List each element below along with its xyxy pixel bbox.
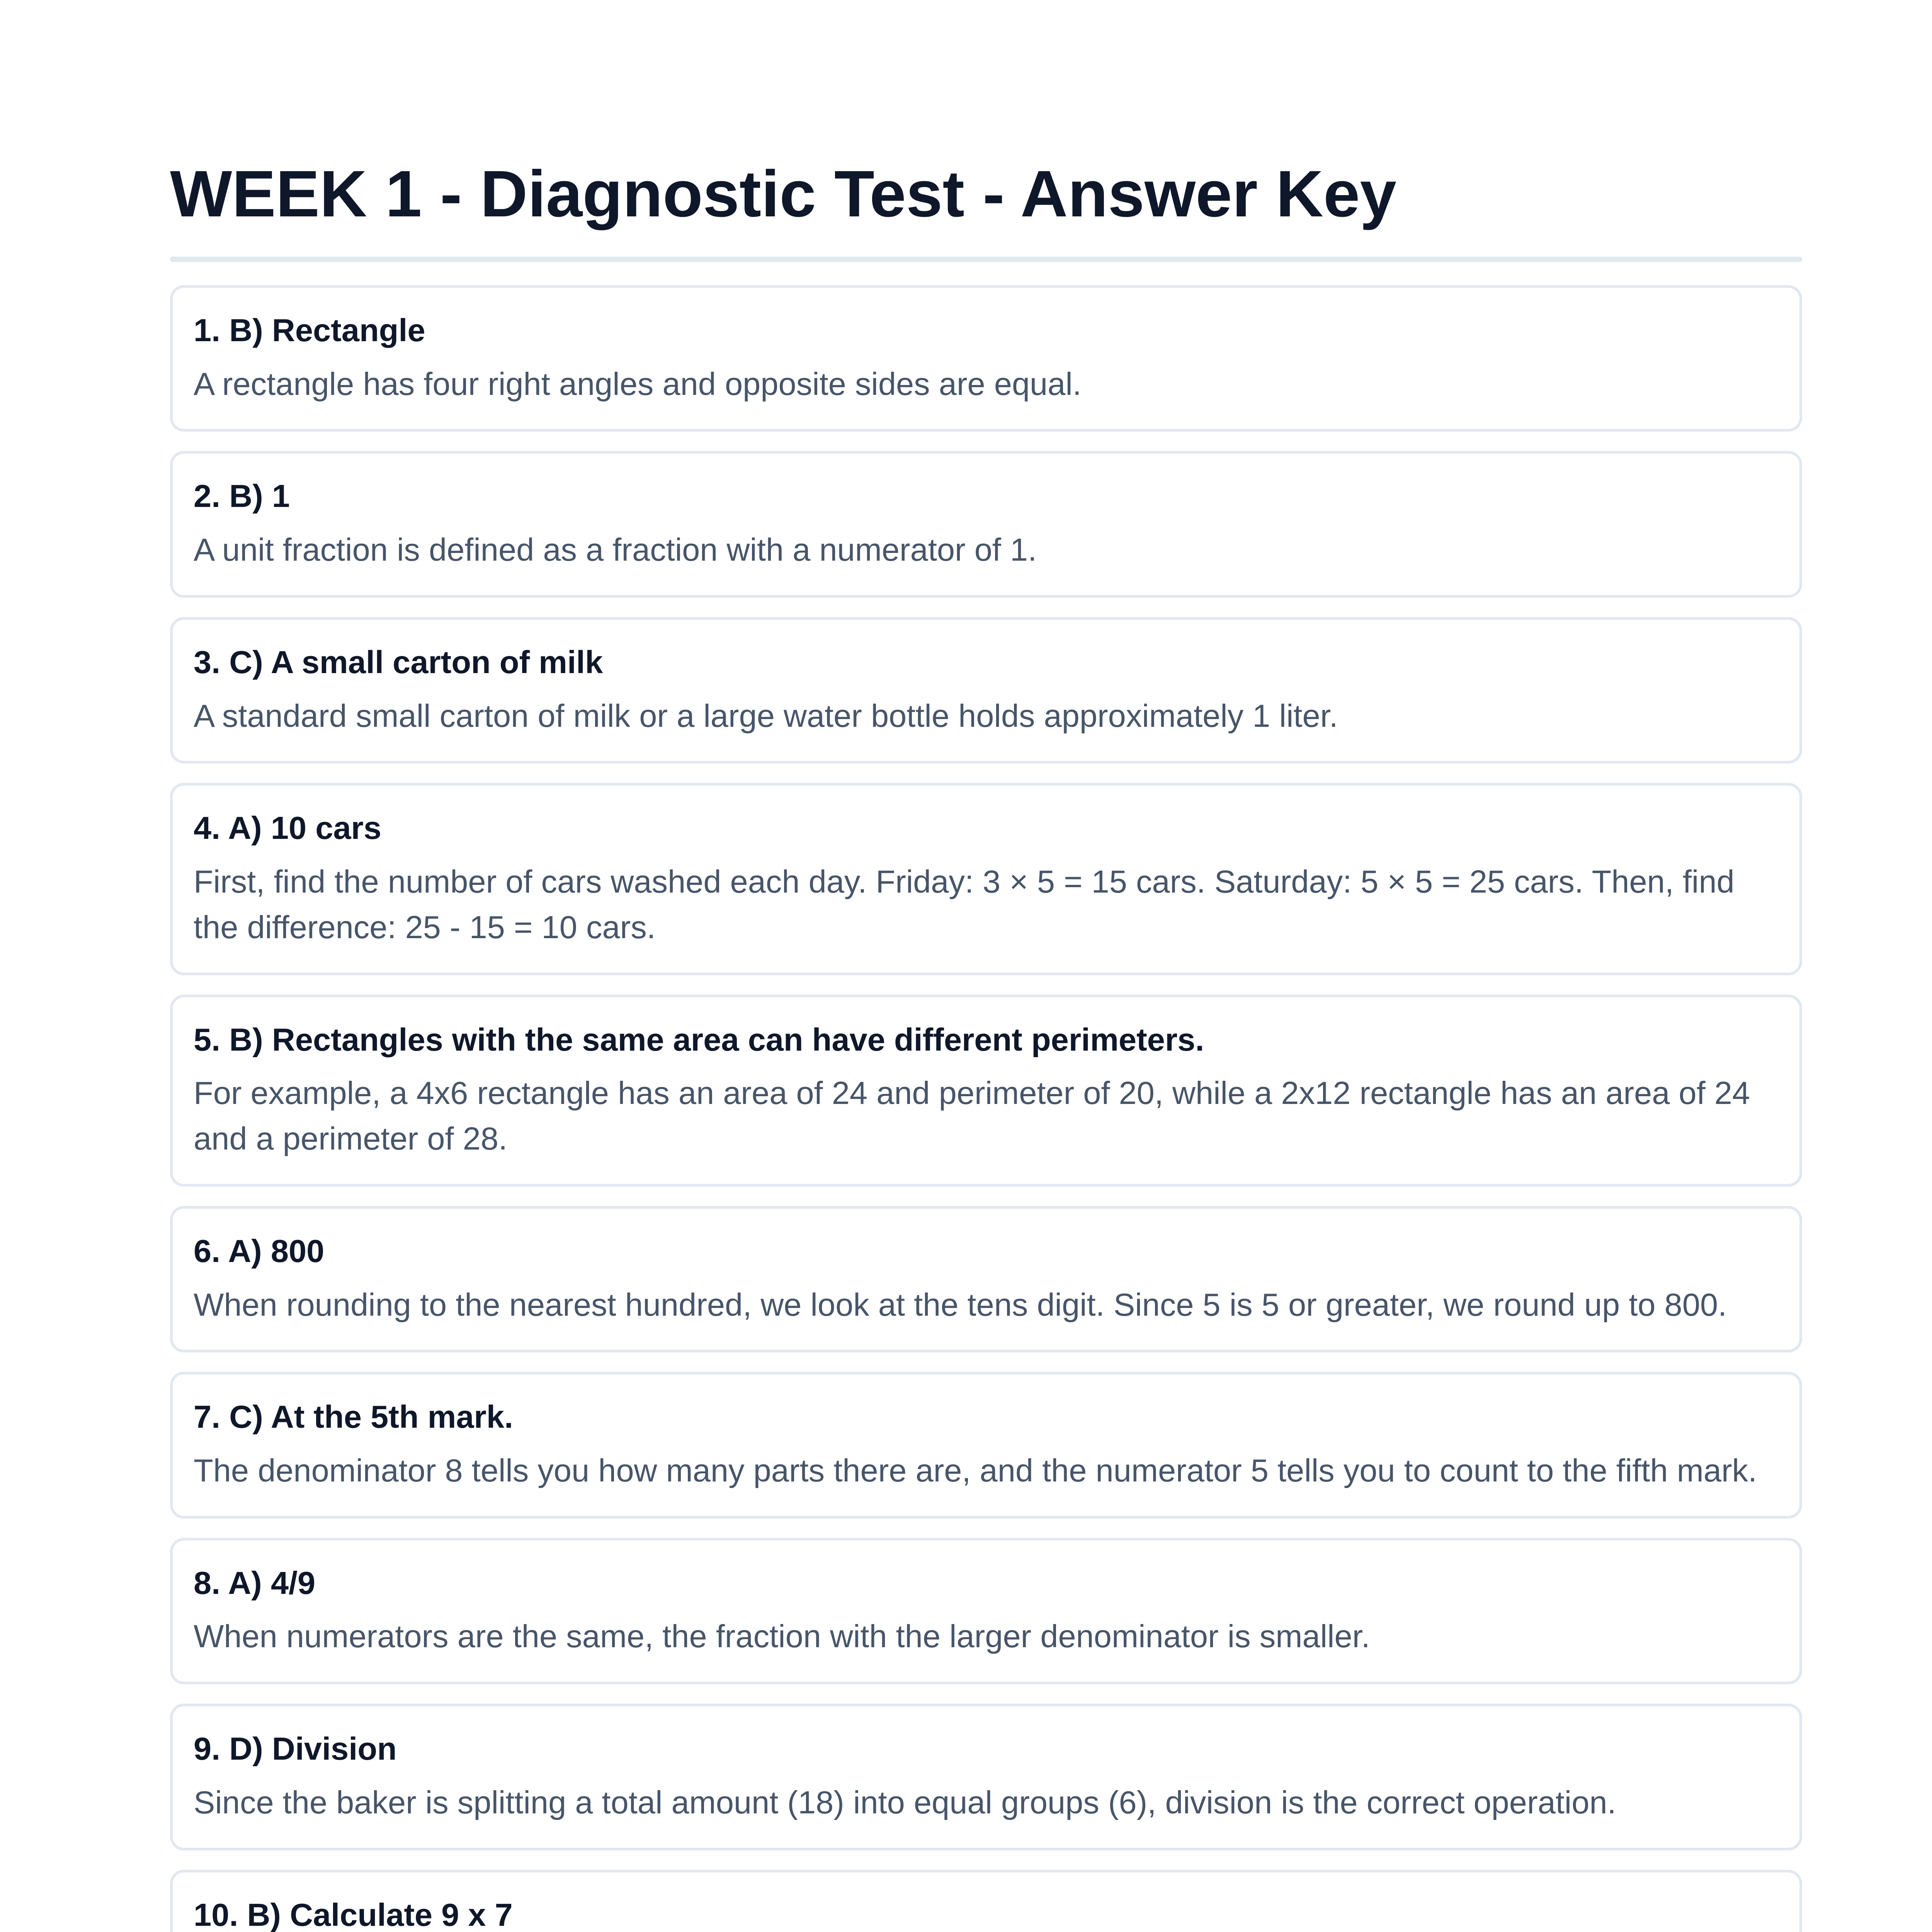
answer-heading: 4. A) 10 cars <box>194 810 382 846</box>
answer-heading: 9. D) Division <box>194 1731 397 1767</box>
answer-explanation: For example, a 4x6 rectangle has an area of 24 and perimeter of 20, while a 2x12 rectangle has an area of 24 and a perimeter of 28. <box>194 1075 1750 1157</box>
answer-explanation: The denominator 8 tells you how many parts there are, and the numerator 5 tells you to count to the fifth mark. <box>194 1452 1757 1489</box>
answer-heading: 10. B) Calculate 9 x 7 <box>194 1896 513 1932</box>
answer-explanation: First, find the number of cars washed each day. Friday: 3 × 5 = 15 cars. Saturday: 5 × 5 = 25 cars. Then, find the difference: 25 - 15 = 10 cars. <box>194 863 1735 945</box>
title-divider <box>170 257 1802 262</box>
answer-card-6 <box>170 1206 1802 1352</box>
answer-key-page <box>170 155 1802 1932</box>
answer-heading: 8. A) 4/9 <box>194 1565 316 1601</box>
answer-card-2 <box>170 451 1802 597</box>
answer-heading: 6. A) 800 <box>194 1233 325 1269</box>
answer-heading: 2. B) 1 <box>194 478 290 514</box>
answer-heading: 3. C) A small carton of milk <box>194 644 603 680</box>
answer-explanation: A rectangle has four right angles and opposite sides are equal. <box>194 366 1082 402</box>
answer-heading: 5. B) Rectangles with the same area can have different perimeters. <box>194 1021 1204 1058</box>
answer-explanation: When rounding to the nearest hundred, we look at the tens digit. Since 5 is 5 or greater, we round up to 800. <box>194 1286 1727 1323</box>
answer-card-9 <box>170 1704 1802 1850</box>
answer-card-3 <box>170 617 1802 764</box>
answer-heading: 7. C) At the 5th mark. <box>194 1399 514 1435</box>
answer-explanation: When numerators are the same, the fraction with the larger denominator is smaller. <box>194 1618 1370 1655</box>
answer-card-4 <box>170 783 1802 975</box>
answer-card-5 <box>170 995 1802 1187</box>
answer-card-7 <box>170 1372 1802 1518</box>
answer-list <box>170 285 1802 1932</box>
answer-explanation: Since the baker is splitting a total amount (18) into equal groups (6), division is the correct operation. <box>194 1784 1616 1820</box>
page-title: WEEK 1 - Diagnostic Test - Answer Key <box>170 157 1396 231</box>
answer-card-8 <box>170 1538 1802 1684</box>
answer-explanation: A standard small carton of milk or a large water bottle holds approximately 1 liter. <box>194 697 1338 734</box>
answer-heading: 1. B) Rectangle <box>194 312 425 348</box>
answer-card-1 <box>170 285 1802 432</box>
answer-card-10 <box>170 1870 1802 1932</box>
answer-explanation: A unit fraction is defined as a fraction with a numerator of 1. <box>194 532 1037 568</box>
